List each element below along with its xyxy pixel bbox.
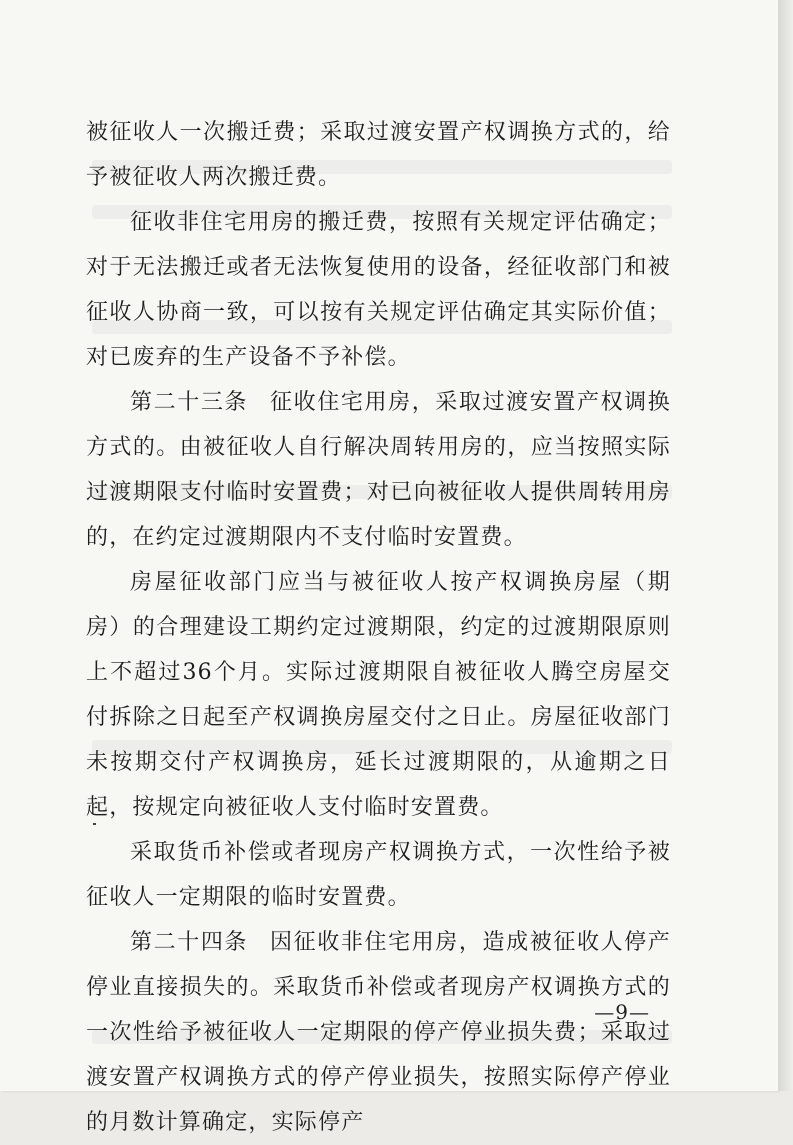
article-24-number: 第二十四条: [130, 930, 249, 955]
document-body: [86, 110, 671, 1145]
next-page-edge: [778, 0, 793, 1091]
article-23-number: 第二十三条: [130, 390, 249, 415]
page-number: — 9 —: [594, 1000, 650, 1024]
article-23: [86, 380, 671, 560]
paragraph-moving-fee-nonresidential: 征收非住宅用房的搬迁费，按照有关规定评估确定；对于无法搬迁或者无法恢复使用的设备，经征收部门和被征收人协商一致，可以按有关规定评估确定其实际价值；对已废弃的生产设备不予补偿。: [86, 210, 671, 370]
paragraph-one-time-fee: 采取货币补偿或者现房产权调换方式，一次性给予被征收人一定期限的临时安置费。: [86, 840, 671, 910]
paragraph-transition-period: 房屋征收部门应当与被征收人按产权调换房屋（期房）的合理建设工期约定过渡期限，约定的过渡期限原则上不超过36个月。实际过渡期限自被征收人腾空房屋交付拆除之日起至产权调换房屋交付之日止。房屋征收部门未按期交付产权调换房，延长过渡期限的，从逾期之日起，按规定向被征收人支付临时安置费。: [86, 570, 671, 820]
article-23-text: 征收住宅用房，采取过渡安置产权调换方式的。由被征收人自行解决周转用房的，应当按照实际过渡期限支付临时安置费；对已向被征收人提供周转用房的，在约定过渡期限内不支付临时安置费。: [86, 390, 671, 550]
paragraph-moving-fee-residential: 被征收人一次搬迁费；采取过渡安置产权调换方式的，给予被征收人两次搬迁费。: [86, 120, 671, 190]
ink-speck: [93, 823, 96, 825]
article-24: [86, 920, 671, 1145]
article-24-text: 因征收非住宅用房，造成被征收人停产停业直接损失的。采取货币补偿或者现房产权调换方式的一次性给予被征收人一定期限的停产停业损失费；采取过渡安置产权调换方式的停产停业损失，按照实际停产停业的月数计算确定，实际停产: [86, 930, 671, 1135]
